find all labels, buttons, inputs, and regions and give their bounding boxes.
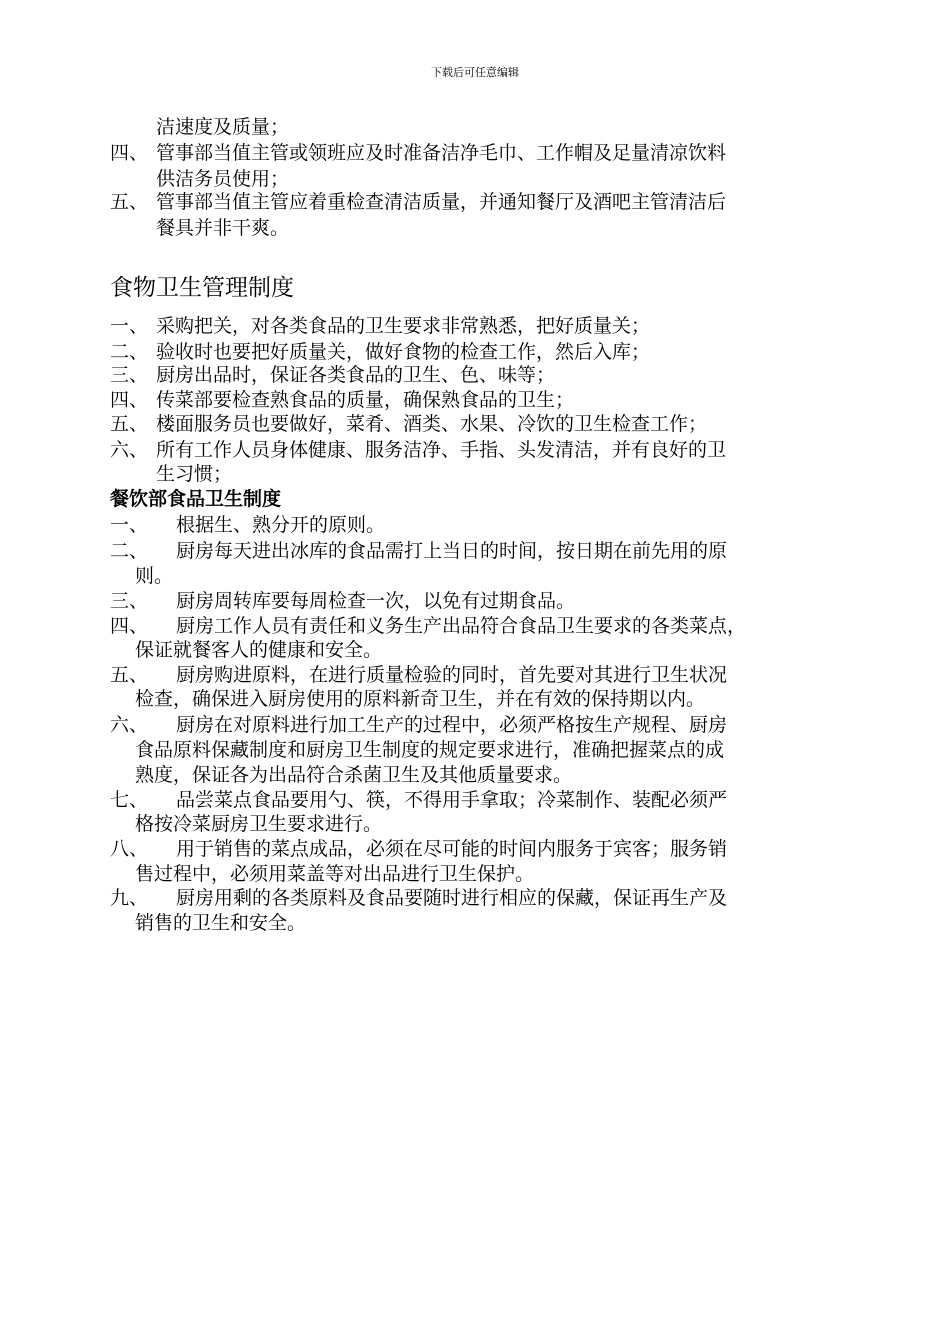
item-number: 六、 bbox=[110, 714, 149, 736]
section2-item-6 bbox=[110, 712, 727, 738]
item-text: 管事部当值主管应着重检查清洁质量，并通知餐厅及酒吧主管清洁后 bbox=[156, 191, 727, 213]
page-header-note: 下载后可任意编辑 bbox=[431, 66, 519, 79]
item-text: 厨房周转库要每周检查一次，以免有过期食品。 bbox=[176, 590, 576, 612]
item-text: 厨房每天进出冰库的食品需打上当日的时间，按日期在前先用的原 bbox=[176, 540, 728, 562]
section2-item-1 bbox=[110, 512, 385, 538]
item-text: 所有工作人员身体健康、服务洁净、手指、头发清洁，并有良好的卫 bbox=[156, 439, 727, 461]
item-text: 厨房用剩的各类原料及食品要随时进行相应的保藏，保证再生产及 bbox=[176, 887, 728, 909]
item-number: 三、 bbox=[110, 364, 149, 386]
item-text: 品尝菜点食品要用勺、筷，不得用手拿取；冷菜制作、装配必须严 bbox=[176, 789, 728, 811]
item-text: 采购把关，对各类食品的卫生要求非常熟悉，把好质量关； bbox=[156, 315, 651, 337]
section2-item-8-continued: 售过程中，必须用菜盖等对出品进行卫生保护。 bbox=[135, 863, 535, 885]
section1-item-1 bbox=[110, 313, 650, 339]
section2-item-9-continued: 销售的卫生和安全。 bbox=[135, 912, 307, 934]
item-text: 验收时也要把好质量关，做好食物的检查工作，然后入库； bbox=[156, 341, 651, 363]
section1-item-6 bbox=[110, 437, 726, 463]
item-text: 厨房出品时，保证各类食品的卫生、色、味等； bbox=[156, 364, 556, 386]
section-title-food-hygiene: 食物卫生管理制度 bbox=[110, 275, 294, 301]
item-number: 四、 bbox=[110, 615, 149, 637]
section1-item-5 bbox=[110, 411, 707, 437]
item-number: 三、 bbox=[110, 590, 149, 612]
item-number: 八、 bbox=[110, 838, 149, 860]
section2-item-4 bbox=[110, 613, 746, 639]
section2-item-2-continued: 则。 bbox=[135, 565, 174, 587]
item-text: 楼面服务员也要做好，菜肴、酒类、水果、冷饮的卫生检查工作； bbox=[156, 413, 708, 435]
item-number: 五、 bbox=[110, 413, 149, 435]
item-text: 用于销售的菜点成品，必须在尽可能的时间内服务于宾客；服务销 bbox=[176, 838, 728, 860]
intro-continued-line: 洁速度及质量； bbox=[156, 116, 290, 138]
section2-item-3 bbox=[110, 588, 575, 614]
section1-item-3 bbox=[110, 362, 555, 388]
item-text: 根据生、熟分开的原则。 bbox=[176, 514, 386, 536]
intro-item-5-continued: 餐具并非干爽。 bbox=[156, 217, 290, 239]
intro-item-4-continued: 供洁务员使用； bbox=[156, 168, 290, 190]
item-number: 二、 bbox=[110, 341, 149, 363]
section-title-catering-food-hygiene: 餐饮部食品卫生制度 bbox=[110, 488, 282, 510]
item-number: 一、 bbox=[110, 514, 149, 536]
section2-item-4-continued: 保证就餐客人的健康和安全。 bbox=[135, 639, 383, 661]
item-number: 七、 bbox=[110, 789, 149, 811]
item-text: 厨房在对原料进行加工生产的过程中，必须严格按生产规程、厨房 bbox=[176, 714, 728, 736]
item-number: 二、 bbox=[110, 540, 149, 562]
item-number: 五、 bbox=[110, 191, 149, 213]
item-text: 厨房购进原料，在进行质量检验的同时，首先要对其进行卫生状况 bbox=[176, 664, 728, 686]
item-number: 六、 bbox=[110, 439, 149, 461]
section2-item-9 bbox=[110, 885, 727, 911]
section2-item-2 bbox=[110, 538, 727, 564]
intro-item-5 bbox=[110, 189, 726, 215]
item-text: 管事部当值主管或领班应及时准备洁净毛巾、工作帽及足量清凉饮料 bbox=[156, 142, 727, 164]
section2-item-5 bbox=[110, 662, 727, 688]
item-text: 传菜部要检查熟食品的质量，确保熟食品的卫生； bbox=[156, 389, 575, 411]
item-number: 一、 bbox=[110, 315, 149, 337]
section1-item-4 bbox=[110, 387, 574, 413]
section2-item-6-continued-1: 食品原料保藏制度和厨房卫生制度的规定要求进行，准确把握菜点的成 bbox=[135, 739, 725, 761]
section2-item-5-continued: 检查，确保进入厨房使用的原料新奇卫生，并在有效的保持期以内。 bbox=[135, 688, 706, 710]
item-text: 厨房工作人员有责任和义务生产出品符合食品卫生要求的各类菜点， bbox=[176, 615, 747, 637]
section2-item-6-continued-2: 熟度，保证各为出品符合杀菌卫生及其他质量要求。 bbox=[135, 764, 573, 786]
item-number: 五、 bbox=[110, 664, 149, 686]
item-number: 九、 bbox=[110, 887, 149, 909]
intro-item-4 bbox=[110, 140, 726, 166]
section2-item-7-continued: 格按冷菜厨房卫生要求进行。 bbox=[135, 813, 383, 835]
section2-item-8 bbox=[110, 836, 727, 862]
section1-item-6-continued: 生习惯； bbox=[156, 463, 233, 485]
item-number: 四、 bbox=[110, 142, 149, 164]
item-number: 四、 bbox=[110, 389, 149, 411]
section2-item-7 bbox=[110, 787, 727, 813]
